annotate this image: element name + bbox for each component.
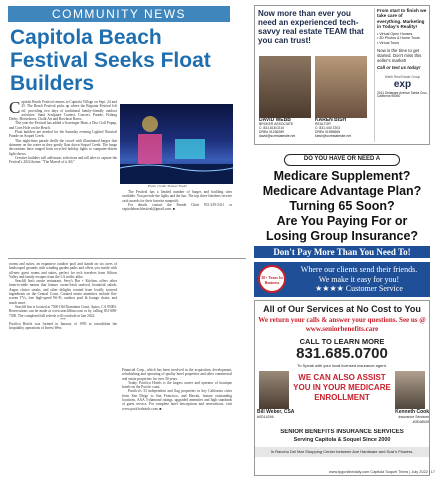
bullet: • Virtual Open Houses bbox=[377, 31, 413, 36]
separator: *** bbox=[60, 317, 66, 322]
company-name: SENIOR BENEFITS INSURANCE SERVICES bbox=[280, 429, 404, 435]
ad-bar: Don't Pay More Than You Need To! bbox=[254, 246, 430, 258]
bullet: • Virtual Tours bbox=[377, 41, 400, 46]
badge-seal: 20+ Years In Business bbox=[258, 265, 286, 293]
enrollment-assist: WE CAN ALSO ASSIST YOU IN YOUR MEDICARE ENROLLMENT bbox=[293, 373, 391, 402]
ad-tag: DO YOU HAVE OR NEED A bbox=[284, 154, 400, 166]
para: Pacifica Hotels was formed in January of 1993 to consolidate the hospitality operations of Invest West bbox=[9, 322, 117, 331]
question: Turning 65 Soon? bbox=[289, 199, 395, 213]
brand-logo: exp bbox=[393, 78, 412, 90]
section-banner: COMMUNITY NEWS bbox=[8, 6, 230, 22]
para: Today, Pacifica Hotels is the largest owner and operator of boutique hotels on the Pacific coast. bbox=[122, 380, 232, 390]
para: This night-time parade thrills the crowd with illuminated barges that shimmer on the water as they gently float down Soquel Creek. The barge decorations have ranged from recycled holiday lights to computer-driven light shows. bbox=[9, 138, 117, 156]
customer-service-banner bbox=[254, 262, 430, 297]
question: Medicare Supplement? bbox=[273, 169, 411, 183]
medicare-questions bbox=[254, 169, 430, 244]
agent-name: KAREN BISH bbox=[315, 118, 347, 123]
agent-name: Bill Weber, CSA bbox=[257, 409, 295, 415]
article-headline: Capitola Beach Festival Seeks Float Builders bbox=[10, 26, 211, 95]
article-column-2 bbox=[122, 190, 232, 260]
banner-text bbox=[290, 265, 428, 294]
real-estate-ad[interactable] bbox=[254, 5, 430, 145]
agent-license: #0E48549 bbox=[412, 420, 429, 424]
agent-email[interactable]: david@screstatesite.net bbox=[259, 134, 296, 138]
para: apitola Beach Festival returns to Capitola Village on Sept. 24 and 25. The Beach Festival picks up where the Begonia Festival left off, providing two days of traditional family-friendly outdoor activities: Sand Sculpture Contest, Concert, Parade, Fishing Derby, Horseshoes, Chalk Art and Rowboat Races. bbox=[9, 100, 117, 122]
return-text[interactable]: We return your calls & answer your questions. See us @ www.seniorbenefits.care bbox=[258, 316, 426, 333]
location-note: In Rancho Del Mar Shopping Center between Ace Hardware and Susi's Flowers. bbox=[255, 447, 429, 457]
page-footer: www.tpgonlinedaily.com Capitola Soquel Times | July 2022 | 17 bbox=[329, 470, 435, 474]
phone-number[interactable]: 831.685.0700 bbox=[296, 345, 388, 362]
since-note: Serving Capitola & Soquel Since 2000 bbox=[293, 437, 391, 443]
banner-line: We make it easy for you! bbox=[318, 274, 400, 284]
banner-line: Where our clients send their friends. bbox=[300, 265, 418, 274]
agent-photo bbox=[259, 371, 289, 409]
para: For details contact the Parade Chair 831-239-5411 or capitolabeachfestival@gmail.com. ■ bbox=[122, 202, 232, 212]
photo-credit: Photo Credit: Shmuel Thaler bbox=[148, 184, 188, 188]
call-cta: Call or text us today! bbox=[377, 64, 421, 70]
services-headline: All of Our Services at No Cost to You bbox=[263, 304, 421, 314]
agent-title: BROKER ASSOCIATE bbox=[259, 122, 294, 126]
article-column-1 bbox=[9, 100, 117, 258]
sidebar-title: From start to finish we take care of everything. Marketing in Today's Reality! bbox=[377, 8, 427, 30]
banner-line: ★★★★ Customer Service bbox=[315, 284, 403, 293]
call-heading: CALL TO LEARN MORE bbox=[299, 337, 385, 346]
office-address: 2161 Delaware Avenue Santa Cruz, California 95060 bbox=[377, 90, 428, 99]
agent-title: Insurance Services bbox=[398, 415, 429, 419]
para: Seacliff Inn is located at 7500 Old Dominion Court, Aptos, CA 95003. Reservations can be made at www.seacliffinn.com or by calling 831-688-7300. The completed full refresh will conclude in late 2022. bbox=[9, 304, 117, 318]
para: Financial Corp., which has been involved in the acquisition, development, refurbishing and operating of quality hotel properties and other commercial real estate properties for over 30 years. bbox=[122, 368, 232, 381]
para: rooms and suites, an expansive outdoor pool and stands on six acres of landscaped grounds with winding garden paths and offers you inside with all-new guest rooms and suites, perfect for tech travelers from Silicon Valley and family escapes from the LA traffic alike. bbox=[9, 262, 117, 279]
question: Losing Group Insurance? bbox=[265, 229, 419, 243]
agent-license: #0D14246 bbox=[257, 415, 274, 419]
speak-note: To Speak with your local licensed insurance agent. bbox=[297, 363, 387, 368]
bullet: • 3D Photos & Home Tours bbox=[377, 36, 420, 41]
para: Pacifica's 33 independent and flag properties in key California cities from San Diego to San Francisco, and Hawaii, feature outstanding locations, AAA 3-diamond ratings, upgraded amenities and high standards of guest service. For complete hotel descriptions and reservations, visit www.pacificahotels.com. ■ bbox=[122, 389, 232, 411]
agent-name: DAVID WEBB bbox=[259, 118, 291, 123]
ad-headline: Now more than ever you need an experienced tech-savvy real estate TEAM that you can trust! bbox=[258, 9, 364, 45]
agent-name: Kenneth Cook bbox=[395, 409, 429, 415]
agent-photo bbox=[315, 56, 367, 118]
agent-dre: DRE# 01955665 bbox=[315, 130, 341, 134]
agent-card bbox=[259, 118, 315, 138]
question: Medicare Advantage Plan? bbox=[262, 184, 422, 198]
para: This year the Festival has added a Scavenger Hunt, a Disc Golf Popup, and Corn Hole on the Beach. bbox=[9, 121, 117, 130]
parade-photo bbox=[120, 104, 233, 184]
question: Are You Paying For or bbox=[276, 214, 408, 228]
drop-cap: C bbox=[9, 100, 21, 117]
ad-sidebar bbox=[374, 8, 428, 142]
para: The Festival has a limited number of barges and building sites available. You provide the lights and the fun. The top three finishers receive cash awards for their favorite nonprofit. bbox=[122, 190, 232, 203]
para: Seacliff Inn's onsite restaurant, Sevy's Bar + Kitchen, offers other farm-to-table menus that feature ocean-fresh seafood, bountiful salads, Angus choice steaks, and other delights created from locally sourced ingredients on the Central Coast. Curated onsite amenities include flat-screen TVs, free high-speed Wi-Fi, outdoor pool & lounge chairs, and much more. bbox=[9, 279, 117, 305]
seacliff-column bbox=[9, 262, 117, 472]
agent-dre: DRE# 01236289 bbox=[259, 130, 285, 134]
agent-card bbox=[315, 118, 371, 138]
para: Creative builders will add music selections and tall tales to capture the Festival's 2022 theme: "The Marvel of it All." bbox=[9, 155, 117, 165]
medicare-ad[interactable] bbox=[254, 148, 430, 258]
company-logo: Webb Real Estate Group bbox=[384, 74, 421, 79]
divider bbox=[8, 258, 246, 259]
agent-photo bbox=[259, 56, 311, 118]
agent-phone: C: 831.440.7203 bbox=[315, 126, 341, 130]
agent-email[interactable]: kbish@screstatesite.net bbox=[315, 134, 352, 138]
pacifica-column bbox=[122, 368, 232, 472]
para: Float builders are needed for the Saturday evening Lighted Nautical Parade on Soquel Creek. bbox=[9, 130, 117, 139]
senior-benefits-ad[interactable] bbox=[254, 300, 430, 476]
agent-photo bbox=[395, 371, 425, 409]
agent-title: REALTOR bbox=[315, 122, 331, 126]
agent-phone: C: 831.818.0210 bbox=[259, 126, 285, 130]
parade-illustration bbox=[120, 104, 233, 184]
sidebar-text: Now is the time to get started. Don't miss this seller's market! bbox=[377, 48, 422, 64]
